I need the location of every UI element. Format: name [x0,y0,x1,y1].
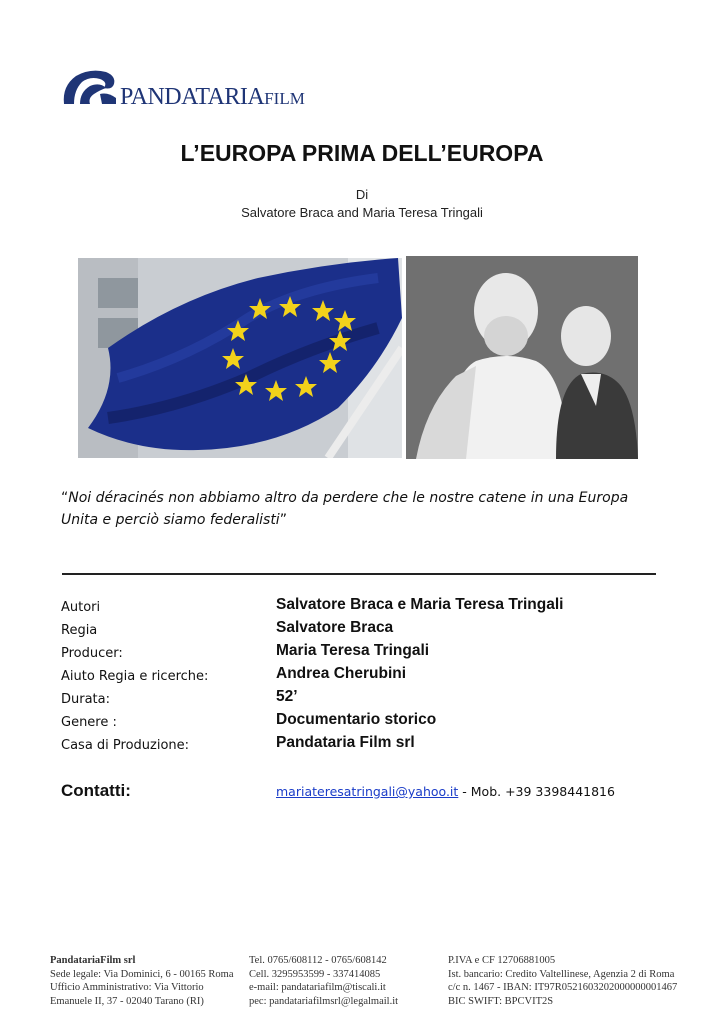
footer-contact [249,954,398,1008]
detail-label: Durata: [61,692,111,707]
quote-open-mark: “ [61,490,69,506]
logo-suffix: FILM [264,89,305,108]
quote-close-mark: ” [279,512,287,528]
authors-line: Salvatore Braca and Maria Teresa Tringali [241,205,483,220]
footer-company-name: PandatariaFilm srl [50,955,136,966]
detail-value: Salvatore Braca e Maria Teresa Tringali [276,596,564,613]
detail-row-durata [61,688,661,710]
detail-row-genere [61,711,661,733]
detail-value: Maria Teresa Tringali [276,642,430,659]
footer-line: Cell. 3295953599 - 337414085 [249,968,381,980]
detail-value: Salvatore Braca [276,619,394,636]
detail-label: Genere : [61,715,117,730]
quote-block [61,487,661,531]
company-logo [60,64,305,110]
detail-value: Andrea Cherubini [276,665,407,682]
footer-line: c/c n. 1467 - IBAN: IT97R0521603202000000001467 [448,982,678,993]
detail-label: Autori [61,600,101,615]
detail-label: Casa di Produzione: [61,738,190,753]
detail-row-producer [61,642,661,664]
document-title: L’EUROPA PRIMA DELL’EUROPA [180,140,544,166]
detail-row-autori [61,596,661,618]
footer-line: Sede legale: Via Dominici, 6 - 00165 Roma [50,968,234,980]
mobile-number: - Mob. +39 3398441816 [458,784,615,799]
detail-value: Pandataria Film srl [276,734,415,751]
detail-label: Aiuto Regia e ricerche: [61,669,209,684]
divider [62,573,656,575]
footer-company [50,954,233,1008]
footer-line: Ufficio Amministrativo: Via Vittorio [50,982,204,993]
footer-bank [448,954,677,1008]
contacts-value [276,784,615,799]
footer-line: BIC SWIFT: BPCVIT2S [448,995,554,1007]
detail-value: 52’ [276,688,298,705]
logo-wordmark [120,84,305,111]
pandataria-logo-icon [60,64,118,108]
email-link[interactable]: mariateresatringali@yahoo.it [276,784,459,799]
detail-row-aiuto-regia [61,665,661,687]
eu-flag-photo [78,258,402,458]
detail-value: Documentario storico [276,711,437,728]
footer-line: Emanuele II, 37 - 02040 Tarano (RI) [50,995,204,1007]
detail-label: Producer: [61,646,123,661]
detail-label: Regia [61,623,98,638]
authors-photo [406,256,638,459]
footer-line: e-mail: pandatariafilm@tiscali.it [249,982,386,993]
quote-text: Noi déracinés non abbiamo altro da perdere che le nostre catene in una Europa Unita e perciò siamo federalisti [61,490,629,528]
footer-line: P.IVA e CF 12706881005 [448,955,556,966]
logo-name: PANDATARIA [120,84,265,110]
by-label: Di [355,187,369,202]
detail-row-casa-produzione [61,734,661,756]
contacts-label: Contatti: [61,781,131,800]
footer-line: Ist. bancario: Credito Valtellinese, Agenzia 2 di Roma [448,968,675,980]
footer-line: pec: pandatariafilmsrl@legalmail.it [249,995,399,1007]
detail-row-regia [61,619,661,641]
footer-line: Tel. 0765/608112 - 0765/608142 [249,955,387,966]
